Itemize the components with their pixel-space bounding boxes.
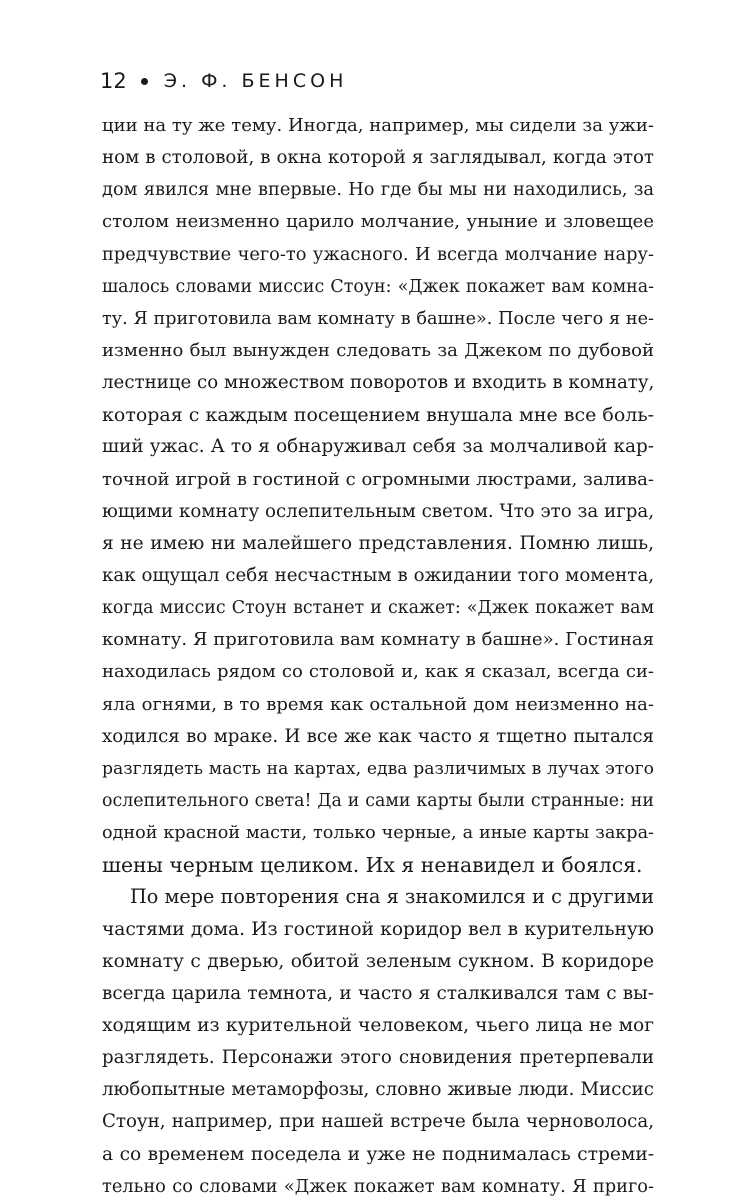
author-name: Э. Ф. БЕНСОН: [163, 70, 348, 92]
text-line: а со временем поседела и уже не поднималась стреми-: [102, 1143, 654, 1165]
text-line: ходящим из курительной человеком, чьего лица не мог: [102, 1014, 654, 1036]
text-line: ходился во мраке. И все же как часто я тщетно пытался: [102, 725, 654, 747]
text-line: разглядеть. Персонажи этого сновидения претерпевали: [102, 1047, 654, 1069]
text-line: столом неизменно царило молчание, уныние и зловещее: [102, 211, 654, 233]
text-line: лестнице со множеством поворотов и входить в комнату,: [102, 372, 655, 394]
text-line: находилась рядом со столовой и, как я сказал, всегда си-: [102, 661, 654, 683]
text-line: шалось словами миссис Стоун: «Джек покажет вам комна-: [102, 276, 654, 297]
text-line: По мере повторения сна я знакомился и с другими: [130, 885, 654, 909]
text-line: как ощущал себя несчастным в ожидании того момента,: [102, 564, 654, 586]
text-line: предчувствие чего-то ужасного. И всегда молчание нару-: [102, 243, 654, 265]
text-line: ции на ту же тему. Иногда, например, мы сидели за ужи-: [102, 115, 654, 136]
body-text: [102, 110, 654, 1203]
text-line: разглядеть масть на картах, едва различимых в лучах этого: [102, 758, 654, 779]
text-line: ослепительного света! Да и сами карты были странные: ни: [102, 790, 654, 811]
text-line: точной игрой в гостиной с огромными люстрами, залива-: [102, 468, 654, 490]
page-number: 12: [100, 69, 127, 93]
text-line: всегда царила темнота, и часто я сталкивался там с вы-: [102, 982, 654, 1004]
running-head: [100, 64, 347, 98]
text-line: комнату с дверью, обитой зеленым сукном. В коридоре: [102, 950, 654, 972]
text-line: дом явился мне впервые. Но где бы мы ни находились, за: [102, 179, 654, 201]
text-line: изменно был вынужден следовать за Джеком по дубовой: [102, 339, 654, 361]
text-line: одной красной масти, только черные, а иные карты закра-: [102, 823, 654, 844]
text-line: любопытные метаморфозы, словно живые люди. Миссис: [102, 1079, 654, 1101]
text-line: частями дома. Из гостиной коридор вел в курительную: [102, 918, 654, 940]
text-line: я не имею ни малейшего представления. Помню лишь,: [102, 532, 654, 554]
text-line: когда миссис Стоун встанет и скажет: «Джек покажет вам: [102, 598, 654, 619]
text-line: ющими комнату ослепительным светом. Что это за игра,: [102, 500, 654, 522]
text-line: ший ужас. А то я обнаруживал себя за молчаливой кар-: [102, 436, 654, 458]
text-line: ном в столовой, в окна которой я заглядывал, когда этот: [102, 147, 654, 169]
text-line: Стоун, например, при нашей встрече была черноволоса,: [102, 1111, 654, 1133]
text-line: которая с каждым посещением внушала мне все боль-: [102, 404, 655, 427]
bullet-separator: [141, 78, 148, 85]
text-line: яла огнями, в то время как остальной дом неизменно на-: [102, 693, 654, 715]
text-line: шены черным целиком. Их я ненавидел и боялся.: [102, 853, 643, 878]
text-line: ту. Я приготовила вам комнату в башне». После чего я не-: [102, 308, 654, 329]
text-line: комнату. Я приготовила вам комнату в башне». Гостиная: [102, 629, 654, 651]
text-line: тельно со словами «Джек покажет вам комнату. Я приго-: [102, 1175, 654, 1197]
